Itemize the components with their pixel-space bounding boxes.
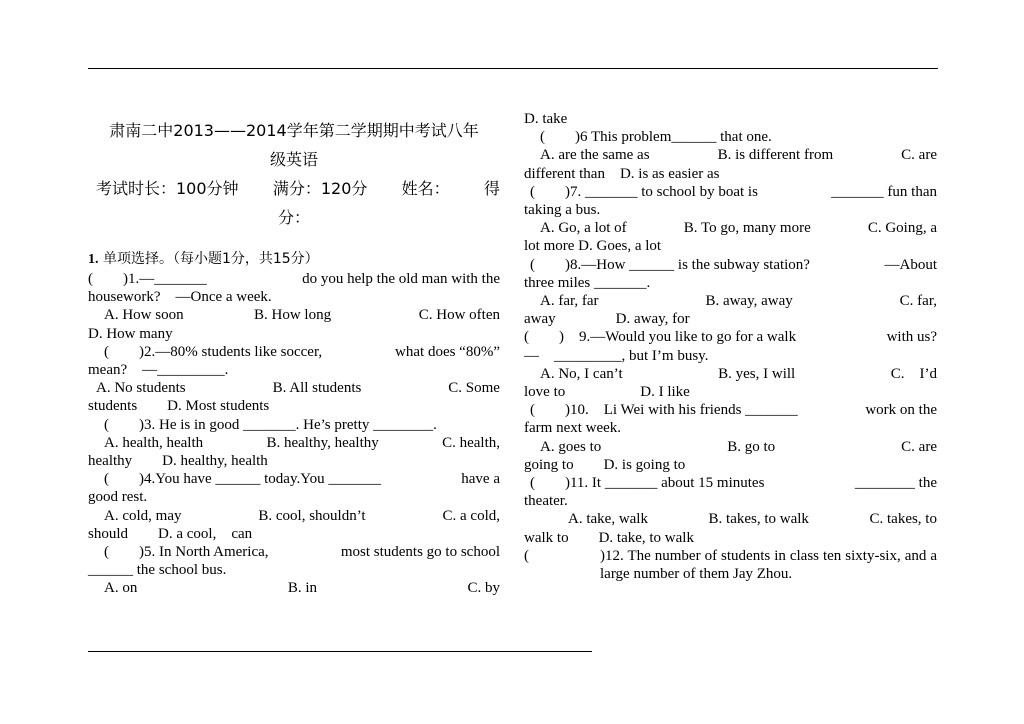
q8-stem-2: three miles _______. <box>524 274 651 291</box>
q11-option-b: B. takes, to walk <box>708 511 809 528</box>
q3-option-b: B. healthy, healthy <box>266 434 379 451</box>
q1-option-a: A. How soon <box>104 307 184 324</box>
q6-option-b: B. is different from <box>717 147 834 164</box>
q5-stem-2: ______ the school bus. <box>88 562 227 579</box>
q8-option-b: B. away, away <box>705 293 793 310</box>
q7-stem-right: _______ fun than <box>831 183 937 200</box>
q1-option-c: C. How often <box>418 307 500 324</box>
right-column <box>524 110 937 583</box>
q10-option-a: A. goes to <box>540 438 602 455</box>
q4-option-d: should D. a cool, can <box>88 525 253 542</box>
q3-option-a: A. health, health <box>104 434 204 451</box>
q1-option-d: D. How many <box>88 325 173 342</box>
exam-title <box>88 116 500 174</box>
question-12 <box>524 547 937 583</box>
q5-option-c: C. by <box>467 580 500 597</box>
section-title: 单项选择。（每小题1分，共15分） <box>102 251 319 267</box>
q1-stem-right: do you help the old man with the <box>302 271 500 287</box>
q11-stem-left: ( )11. It _______ about 15 minutes <box>530 475 765 492</box>
top-rule <box>88 68 938 69</box>
q4-option-c: C. a cold, <box>442 507 500 524</box>
q6-option-c: C. are <box>901 147 937 164</box>
question-5 <box>88 543 500 598</box>
q10-option-d: going to D. is going to <box>524 456 686 473</box>
q6-option-d: different than D. is as easier as <box>524 165 720 182</box>
q5-option-d: D. take <box>524 111 568 127</box>
q2-option-c: C. Some <box>448 380 500 397</box>
q7-stem-2: taking a bus. <box>524 202 601 219</box>
q9-stem-left: ( ) 9.—Would you like to go for a walk <box>524 329 797 346</box>
q4-stem-right: have a <box>461 471 500 488</box>
q4-option-b: B. cool, shouldn’t <box>258 507 366 524</box>
q3-stem: ( )3. He is in good _______. He’s pretty ________. <box>104 416 437 433</box>
q8-stem-left: ( )8.—How ______ is the subway station? <box>530 256 810 273</box>
q3-option-d: healthy D. healthy, health <box>88 453 268 470</box>
q6-stem: ( )6 This problem______ that one. <box>540 129 772 146</box>
q7-option-d: lot more D. Goes, a lot <box>524 238 662 255</box>
section-number: 1. <box>88 252 99 267</box>
q2-option-b: B. All students <box>272 380 362 397</box>
q12-paren: ( <box>524 547 529 564</box>
q2-option-a: A. No students <box>96 380 186 397</box>
q9-option-c: C. I’d <box>890 365 937 382</box>
q7-option-a: A. Go, a lot of <box>540 220 627 237</box>
q9-stem-right: with us? <box>886 329 937 346</box>
section-heading <box>88 249 500 270</box>
question-9 <box>524 328 937 401</box>
q2-stem-left: ( )2.—80% students like soccer, <box>104 343 323 360</box>
q5-option-b: B. in <box>287 580 317 597</box>
question-8 <box>524 256 937 329</box>
q5-option-a: A. on <box>104 580 138 597</box>
q2-option-d: students D. Most students <box>88 398 270 415</box>
q1-option-b: B. How long <box>254 307 332 324</box>
q5-stem-left: ( )5. In North America, <box>104 544 269 561</box>
meta-score-field: 分： <box>277 208 310 227</box>
q11-option-c: C. takes, to <box>869 511 937 528</box>
q8-stem-right: —About <box>884 256 937 273</box>
q11-option-d: walk to D. take, to walk <box>524 529 694 546</box>
q9-stem-2: — _________, but I’m busy. <box>524 347 709 364</box>
q6-option-a: A. are the same as <box>540 147 650 164</box>
q2-stem-2: mean? —_________. <box>88 362 229 379</box>
question-11 <box>524 474 937 547</box>
q8-option-c: C. far, <box>899 293 937 310</box>
meta-name: 姓名： <box>401 179 450 198</box>
q7-option-c: C. Going, a <box>867 220 937 237</box>
meta-time: 考试时长：100分钟 <box>96 179 239 198</box>
bottom-rule <box>88 651 592 652</box>
title-line-1: 肃南二中2013——2014学年第二学期期中考试八年 <box>109 121 479 140</box>
q4-stem-2: good rest. <box>88 489 148 506</box>
q4-option-a: A. cold, may <box>104 507 182 524</box>
q3-option-c: C. health, <box>442 434 500 451</box>
question-7 <box>524 183 937 256</box>
q8-option-a: A. far, far <box>540 293 599 310</box>
q9-option-b: B. yes, I will <box>718 365 796 382</box>
q2-stem-right: what does “80%” <box>395 343 500 360</box>
question-6 <box>524 128 937 183</box>
q11-option-a: A. take, walk <box>568 511 648 528</box>
q1-stem-2: housework? —Once a week. <box>88 289 272 306</box>
q10-stem-left: ( )10. Li Wei with his friends _______ <box>530 402 798 419</box>
q10-stem-2: farm next week. <box>524 420 622 437</box>
q11-stem-right: ________ the <box>854 475 937 492</box>
q5-stem-right: most students go to school <box>340 544 500 561</box>
question-4 <box>88 470 500 543</box>
exam-meta <box>88 174 500 232</box>
title-line-2: 级英语 <box>269 150 318 169</box>
meta-score: 满分：120分 <box>272 179 368 198</box>
question-3 <box>88 416 500 471</box>
q7-option-b: B. To go, many more <box>683 220 811 237</box>
question-1 <box>88 270 500 343</box>
question-10 <box>524 401 937 474</box>
q7-stem-left: ( )7. _______ to school by boat is <box>530 183 758 200</box>
q10-option-c: C. are <box>901 438 937 455</box>
q1-stem-left: ( )1.—_______ <box>88 271 207 287</box>
meta-score-label: 得 <box>483 179 500 198</box>
q10-stem-right: work on the <box>865 402 937 419</box>
left-column <box>88 116 500 598</box>
q9-option-a: A. No, I can’t <box>540 365 623 382</box>
q4-stem-left: ( )4.You have ______ today.You _______ <box>104 471 381 488</box>
q10-option-b: B. go to <box>727 438 776 455</box>
question-2 <box>88 343 500 416</box>
q12-stem: )12. The number of students in class ten sixty-six, and a large number of them Jay Zhou. <box>600 547 937 583</box>
q9-option-d: love to D. I like <box>524 384 690 401</box>
q11-stem-2: theater. <box>524 493 568 510</box>
q8-option-d: away D. away, for <box>524 311 690 328</box>
